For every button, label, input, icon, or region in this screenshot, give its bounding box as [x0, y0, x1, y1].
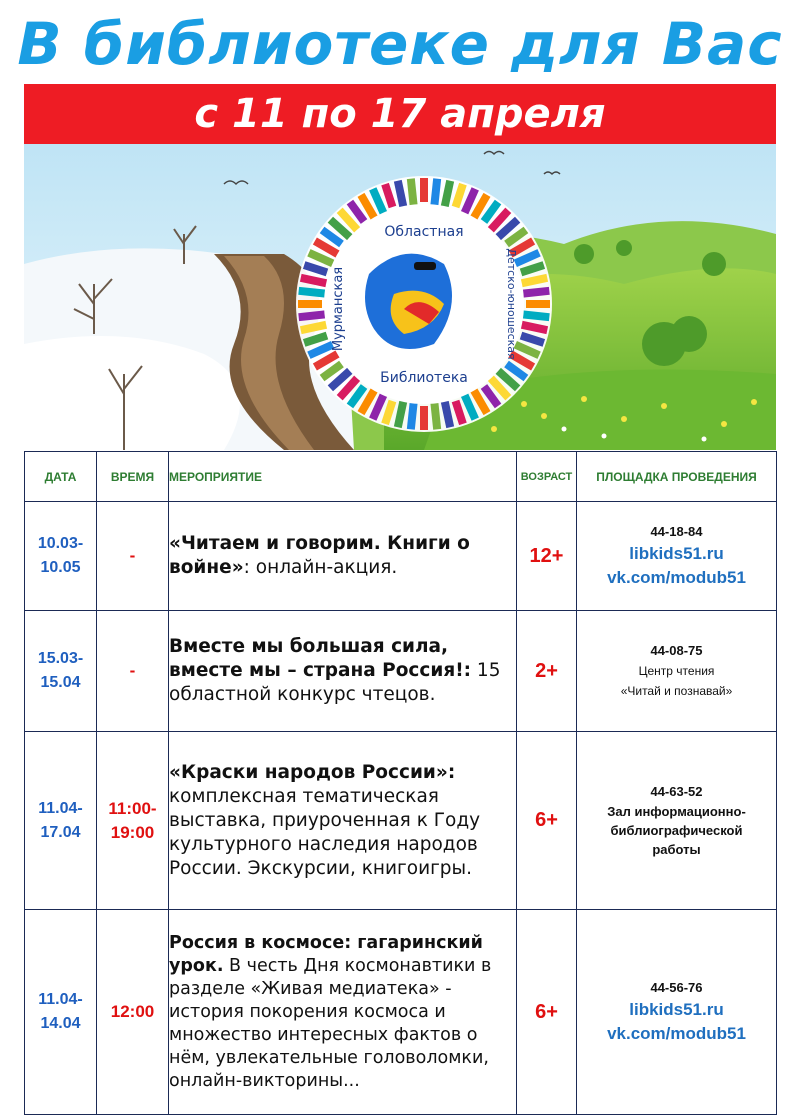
time-cell — [97, 732, 169, 910]
logo-text-bottom: Библиотека — [380, 370, 468, 386]
event-description: комплексная тематическая выставка, приуроченная к Году культурного наследия народов России. Экскурсии, книгоигры. — [169, 785, 481, 879]
site-link[interactable]: libkids51.ru — [629, 1000, 724, 1019]
time-cell: - — [97, 611, 169, 732]
table-row — [25, 732, 777, 910]
event-title: «Читаем и говорим. Книги о войне» — [169, 533, 470, 578]
event-cell — [169, 910, 517, 1115]
landscape-image — [24, 144, 776, 450]
time-cell: 12:00 — [97, 910, 169, 1115]
page-title: В библиотеке для Вас — [17, 10, 783, 78]
age-cell: 6+ — [517, 910, 577, 1115]
date-cell — [25, 732, 97, 910]
date-banner — [24, 84, 776, 144]
place-phone: 44-18-84 — [650, 524, 703, 539]
event-cell — [169, 732, 517, 910]
spring-landscape-illustration — [24, 144, 776, 450]
place-cell — [577, 502, 777, 611]
book-spine — [298, 300, 322, 308]
table-row — [25, 910, 777, 1115]
event-description: 15 областной конкурс чтецов. — [169, 660, 501, 705]
table-row — [25, 502, 777, 611]
header-age: ВОЗРАСТ — [517, 452, 577, 502]
time-cell: - — [97, 502, 169, 611]
logo-text-top: Областная — [384, 224, 464, 240]
place-cell — [577, 732, 777, 910]
date-cell — [25, 910, 97, 1115]
date-end: 17.04 — [40, 823, 81, 841]
event-title: Россия в космосе: гагаринский урок. — [169, 932, 483, 976]
place-phone: 44-63-52 — [650, 784, 703, 799]
vk-link[interactable]: vk.com/modub51 — [607, 1024, 746, 1043]
header-place: ПЛОЩАДКА ПРОВЕДЕНИЯ — [577, 452, 777, 502]
place-phone: 44-56-76 — [650, 980, 703, 995]
date-end: 14.04 — [40, 1015, 81, 1032]
age-cell: 2+ — [517, 611, 577, 732]
date-start: 10.03- — [37, 535, 84, 552]
time-end: 19:00 — [110, 822, 155, 842]
date-range: с 11 по 17 апреля — [194, 91, 606, 137]
vk-link[interactable]: vk.com/modub51 — [607, 568, 746, 587]
place-name: Центр чтения — [638, 664, 715, 678]
event-title: «Краски народов России»: — [169, 761, 456, 783]
site-link[interactable]: libkids51.ru — [629, 544, 724, 563]
header-date: ДАТА — [25, 452, 97, 502]
date-cell — [25, 502, 97, 611]
date-start: 11.04- — [38, 991, 83, 1008]
place-subname: «Читай и познавай» — [620, 684, 733, 698]
table-row — [25, 611, 777, 732]
header-event: МЕРОПРИЯТИЕ — [169, 452, 517, 502]
date-cell — [25, 611, 97, 732]
events-table — [24, 451, 777, 1115]
time-start: 11:00- — [108, 798, 157, 818]
book-spine — [526, 300, 550, 308]
event-description: В честь Дня космонавтики в разделе «Живая медиатека» - история покорения космоса и множество интересных фактов о нём, увлекательные головоломки, онлайн-викторины... — [169, 955, 492, 1091]
age-cell: 12+ — [517, 502, 577, 611]
event-cell — [169, 611, 517, 732]
date-end: 15.04 — [40, 674, 81, 691]
date-start: 11.04- — [38, 799, 83, 817]
logo-text-right: Детско-юношеская — [505, 248, 518, 360]
date-start: 15.03- — [37, 650, 84, 667]
event-title: Вместе мы большая сила, вместе мы – страна Россия!: — [169, 636, 472, 681]
date-end: 10.05 — [40, 559, 81, 576]
book-spine — [420, 178, 428, 202]
age-cell: 6+ — [517, 732, 577, 910]
library-logo — [296, 176, 552, 432]
event-description: : онлайн-акция. — [243, 557, 398, 578]
place-cell — [577, 611, 777, 732]
place-cell — [577, 910, 777, 1115]
place-name: Зал информационно-библиографической работы — [607, 804, 746, 857]
book-spine — [420, 406, 428, 430]
header-time: ВРЕМЯ — [97, 452, 169, 502]
table-header-row — [25, 452, 777, 502]
event-cell — [169, 502, 517, 611]
logo-text-left: Мурманская — [331, 266, 346, 352]
place-phone: 44-08-75 — [650, 643, 703, 658]
